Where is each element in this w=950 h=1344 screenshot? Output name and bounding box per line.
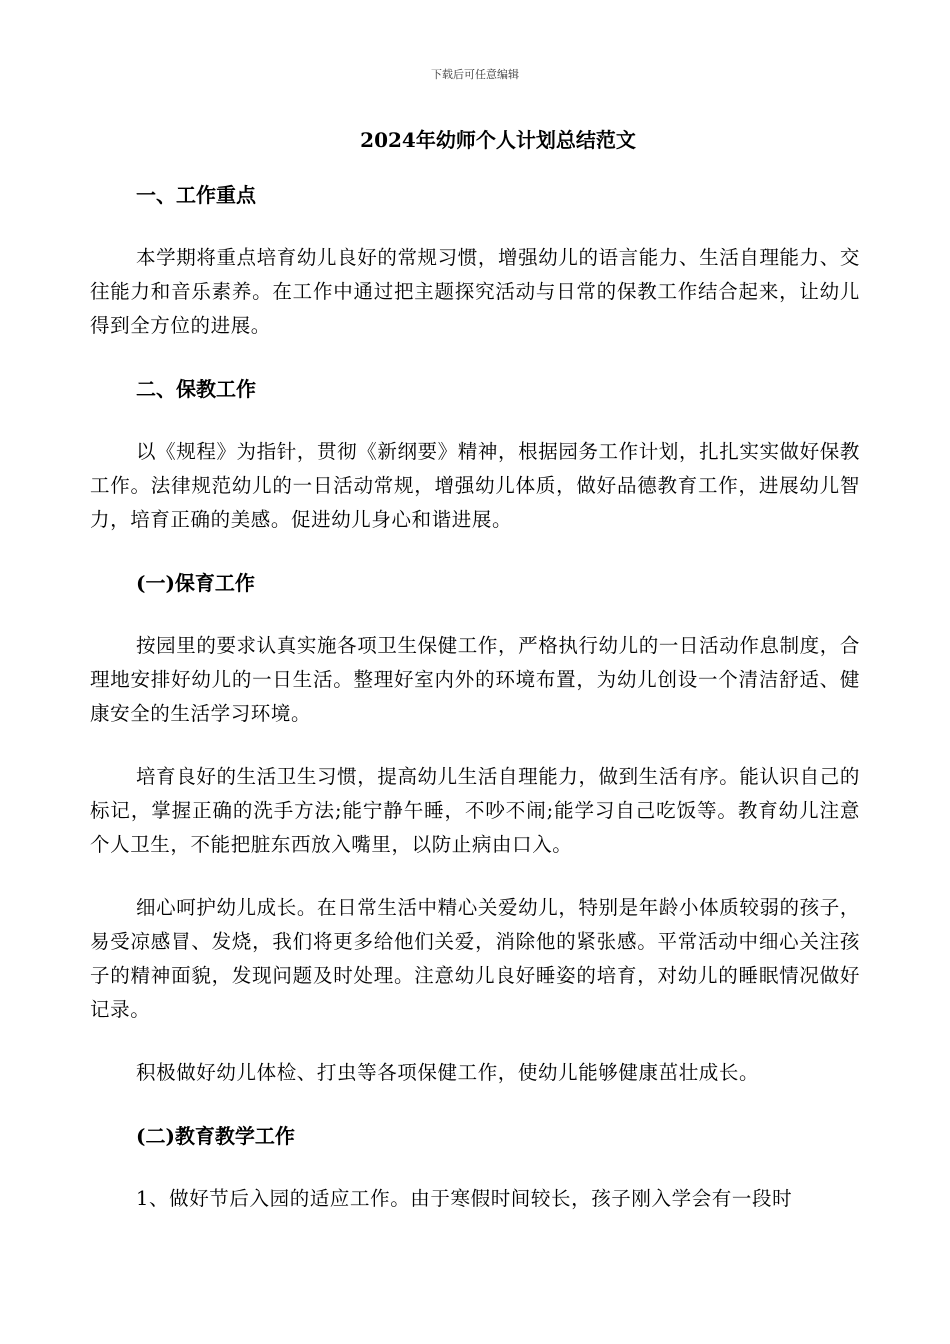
paragraph: 本学期将重点培育幼儿良好的常规习惯，增强幼儿的语言能力、生活自理能力、交往能力和音乐素养。在工作中通过把主题探究活动与日常的保教工作结合起来，让幼儿得到全方位的进展。 <box>90 246 860 337</box>
section-heading-care-education: 二、保教工作 <box>136 377 256 401</box>
document-body <box>90 178 860 1216</box>
paragraph: 积极做好幼儿体检、打虫等各项保健工作，使幼儿能够健康茁壮成长。 <box>136 1061 760 1084</box>
paragraph: 细心呵护幼儿成长。在日常生活中精心关爱幼儿，特别是年龄小体质较弱的孩子，易受凉感冒、发烧，我们将更多给他们关爱，消除他的紧张感。平常活动中细心关注孩子的精神面貌，发现问题及时处理。注意幼儿良好睡姿的培育，对幼儿的睡眠情况做好记录。 <box>90 896 860 1021</box>
paragraph: 1、做好节后入园的适应工作。由于寒假时间较长，孩子刚入学会有一段时 <box>136 1187 793 1210</box>
paragraph: 按园里的要求认真实施各项卫生保健工作，严格执行幼儿的一日活动作息制度，合理地安排好幼儿的一日生活。整理好室内外的环境布置，为幼儿创设一个清洁舒适、健康安全的生活学习环境。 <box>90 634 860 725</box>
paragraph: 以《规程》为指针，贯彻《新纲要》精神，根据园务工作计划，扎扎实实做好保教工作。法律规范幼儿的一日活动常规，增强幼儿体质，做好品德教育工作，进展幼儿智力，培育正确的美感。促进幼儿身心和谐进展。 <box>90 440 860 531</box>
subsection-heading-teaching-work: (二)教育教学工作 <box>136 1124 295 1148</box>
document-title: 2024年幼师个人计划总结范文 <box>360 128 636 152</box>
section-heading-work-focus: 一、工作重点 <box>136 183 256 207</box>
paragraph: 培育良好的生活卫生习惯，提高幼儿生活自理能力，做到生活有序。能认识自己的标记，掌握正确的洗手方法;能宁静午睡，不吵不闹;能学习自己吃饭等。教育幼儿注意个人卫生，不能把脏东西放入嘴里，以防止病由口入。 <box>90 765 860 856</box>
subsection-heading-care-work: (一)保育工作 <box>136 571 255 595</box>
header-note: 下载后可任意编辑 <box>431 68 519 81</box>
